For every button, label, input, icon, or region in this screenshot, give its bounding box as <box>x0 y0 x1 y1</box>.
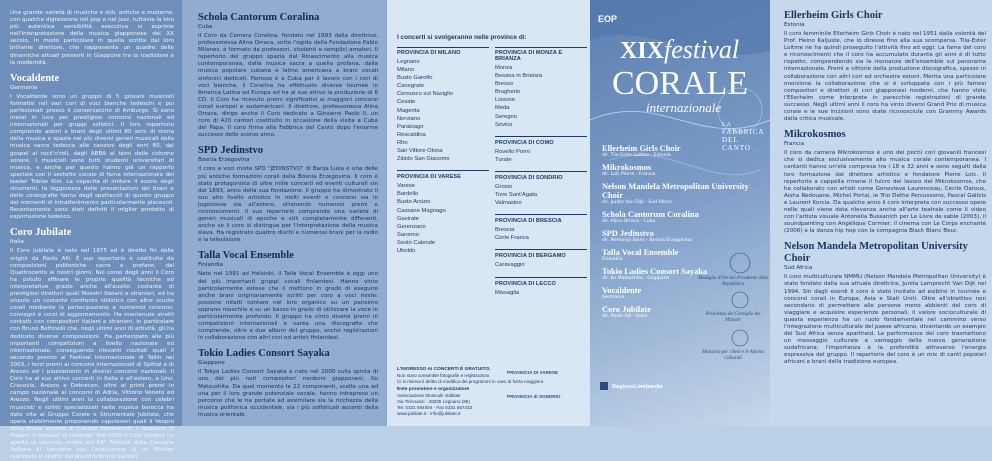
bio-mikrokosmos <box>784 129 986 235</box>
choir-name: Mikrokosmos <box>602 163 652 172</box>
choir-country: Germania <box>10 84 38 91</box>
choir-name: Talla Vocal Ensemble <box>602 248 679 257</box>
town-item: Sesto Calende <box>397 239 436 246</box>
patron-presidency: Presidenza del Consiglio dei Ministri <box>705 312 761 323</box>
choir-title: Tokio Ladies Consort Sayaka <box>198 348 330 360</box>
choir-director: dir. Alina Orraca - Cuba <box>602 219 656 224</box>
subtitle-fabbrica: FABBRICA <box>722 128 765 136</box>
town-item: Busto Garolfo <box>397 75 433 82</box>
province-title: PROVINCIA DI SONDRIO <box>495 174 563 181</box>
divider <box>495 249 587 250</box>
subtitle-canto: CANTO <box>722 144 751 152</box>
town-item: Uboldo <box>397 247 416 254</box>
choir-director: dir. Junita Van Dijk - Sud Africa <box>602 200 672 205</box>
info-line: Ci si riserva il diritto di modifica dei programmi in caso di forza maggiore. <box>397 378 545 384</box>
organizer-line: Tel. 0331 594504 - Fax 0331 597433 <box>397 404 473 410</box>
choir-director: dir. Tiia-Ester Loitme - Estonia <box>602 153 671 158</box>
choir-title: SPD Jedinstvo <box>198 145 264 157</box>
regione-lombardia-icon <box>600 382 608 390</box>
town-item: Gavirate <box>397 215 419 222</box>
choir-name: Ellerheim Girls Choir <box>602 144 681 153</box>
festival-edition: XIX <box>620 38 665 64</box>
bio-nelson-mandela <box>784 241 986 366</box>
choir-country: Estonia <box>784 22 805 28</box>
town-item: Meda <box>495 105 510 112</box>
town-list <box>495 183 587 207</box>
corale-word: CORALE <box>612 65 748 102</box>
bio-schola-cantorum <box>198 12 378 139</box>
subtitle-del: DEL <box>722 136 739 144</box>
choir-title: Schola Cantorum Coralina <box>198 12 320 23</box>
province-lecco <box>495 281 587 297</box>
organizer-line: Via Tirinnanzi - 20025 Legnano (MI) <box>397 398 470 404</box>
province-como <box>495 140 587 164</box>
choir-name: Vocaldente <box>602 286 642 295</box>
choir-director: Finlandia <box>602 257 623 262</box>
bio-spd-jedinstvo <box>198 145 378 244</box>
eop-logo: EOP <box>598 14 618 24</box>
town-list <box>495 148 587 164</box>
emblem-icon <box>732 330 748 346</box>
town-list <box>397 58 489 163</box>
town-item: San Vittore Olona <box>397 148 443 155</box>
choir-director: dir. Ko Matsushita - Giappone <box>602 276 670 281</box>
town-item: Sovico <box>495 121 513 128</box>
choir-bio: Il Coro Jubilate è nato nel 1975 ed è diretto fin dalle origini da Paolo Alli. È suo repertorio è costituito da composizioni polifoniche sacre e profane, dal Quattrocento ai nostri giorni. Nel corso degli anni il Coro ha potuto affinare le proprie qualità tecniche ed interpretative grazie anche all'ausilio costante di prestigiosi direttori quali Maestri italiani e stranieri, ed ha vissuto un costante confronto stilistico con altre scuole corali mediante la partecipazione a numerosi concorsi, convegni e corsi di aggiornamento. Ha mantenuto stretti contatti con compositori italiani e stranieri, in particolare con Bruno Bettinelli che, negli ultimi anni di attività, gli ha dedicato diverse composizioni. Ha partecipato alle più importanti competizioni a livello nazionale ed internazionale, conseguendo rilevanti risultati quali il secondo premio al Festival Internazionale di Tallin nel 2003, i terzi premi ai concorsi internazionali di Spittal e di Arezzo ed i piazzamenti in diversi concorsi nazionali. Il Coro ha al suo attivo concerti in Italia e all'estero, a Linz, Cracovia, Arezzo e Debrecen, oltre ai primi premi in campo nazionale ai concorsi di Adria, Vittorio Veneto ed Arezzo. Negli ultimi anni la collaborazione con celebri musicisti e solisti specializzati nella musica barocca ha dato vita al Gruppo Corale e Strumentale Jubilate, che opera stabilmente proponendo capolavori quali il Vespro della Beata Vergine di Claudio Monteverdi, il Requiem di Mozart, il Messiah di Haendel. Nel 2009 il Coro Jubilate ha aperto la seconda serata del 59° Festival della Canzone Italiana di Sanremo con l'esecuzione di un Medley realizzato e diretto dal Maestro Bruno Santori. <box>10 248 174 461</box>
organizer-line: Associazione Musicale Jubilate <box>397 393 461 399</box>
choir-director: dir. Nemanja Savic - Bosnia Erzegovina <box>602 238 692 243</box>
provinces-heading: I concerti si svolgeranno nelle province di: <box>397 34 527 41</box>
choir-bio: Il coro a voci miste SPD "JEDINSTVO" di Banja Luka è una delle più antiche formazioni corali della Bosnia Erzegovina. Il coro è stato protagonista di oltre mille concerti ed eventi culturali sin dal 1893, anno della sua fondazione. Il gruppo ha dimostrato il suo alto livello artistico in molti eventi e concorsi sia in Jugoslavia sia all'estero, ottenendo numerosi premi e riconoscimenti. Il suo repertorio comprende una varietà di generi musicali di epoche e stili completamente differenti, anche se il coro si distingue per l'interpretazione della musica slava. Ha registrato quattro dischi e numerosi brani per la radio e la televisione. <box>198 166 378 244</box>
choir-bio: Il Coro da Camera Coralina, fondato nel 1993 dalla direttrice, professoressa Alina Orraca, sotto l'egida della Fondazione Pablo Milanes, è formato da professori, studenti e semplici amatori. Il repertorio del gruppo spazia dal Rinascimento alla musica contemporanea, dalla musica sacra a quella profana, dalla musica popolare cubana e latino americana a brani vocali sinfonici dedicati. Famoso è a Cuba per il lavoro con i cori di voci bianche, il Coralina ha effettuato diverse tournée in America Latina ed Europa ed ha al suo attivo la produzione di 6 CD. Il Coro ha ricevuto premi significativi ai maggiori concorsi corali europei e sudamericani. Il direttore, professoressa Alina Orraca, dirige anche il Coro dedicato a Giovanni Paolo II, un coro di 420 cantori costituito in occasione della visita a Cuba del Papa. Il coro firma alla Fabbrica del Canto dopo l'enorme successo dello scorso anno. <box>198 33 378 139</box>
info-title: L'INGRESSO AI CONCERTI È GRATUITO. <box>397 367 491 372</box>
province-title: PROVINCIA DI MONZA E BRIANZA <box>495 50 563 62</box>
column-festival <box>590 0 770 426</box>
provinces-left <box>397 47 489 304</box>
town-item: Rovello Porro <box>495 148 531 155</box>
column-e <box>770 0 992 426</box>
province-title: PROVINCIA DI COMO <box>495 139 554 146</box>
provincia-varese-logo: PROVINCIA DI VARESE <box>507 370 559 375</box>
town-item: Corte Franca <box>495 235 529 242</box>
town-item: Busto Arsizio <box>397 199 431 206</box>
bio-vocaldente <box>10 73 174 222</box>
patron-ministry: Ministero per i Beni e le Attività Culturali <box>702 350 764 361</box>
province-title: PROVINCIA DI BRESCIA <box>495 218 562 225</box>
divider <box>495 277 587 278</box>
info-line: Non sono consentite fotografie e registrazioni. <box>397 372 491 378</box>
town-item: Cesate <box>397 99 416 106</box>
choir-director: dir. Paolo Alli - Italia <box>602 314 648 319</box>
town-list <box>495 261 587 269</box>
choir-country: Francia <box>784 141 805 148</box>
choir-bio: Il Tokyo Ladies Consort Sayaka è nato nel 2000 sulla spinta di uno dei più noti compositori moderni giapponesi, Ko Matsushita. Da quel momento le 22 componenti, scelte una ad una per il loro grande potenziale vocale, hanno intrapreso un percorso che le ha portate ad assimilare sia la ricchezza della musica polifonica occidentale, sia i più sofisticati accenti della musica orientale. <box>198 369 378 418</box>
town-item: Nerviano <box>397 115 421 122</box>
town-item: Magenta <box>397 107 420 114</box>
town-item: Missaglia <box>495 289 520 296</box>
choir-country: Sud Africa <box>784 265 813 272</box>
town-item: Caravaggio <box>495 262 525 269</box>
town-item: Bardello <box>397 191 419 198</box>
town-item: Legnano <box>397 59 420 65</box>
bio-ellerheim <box>784 10 986 123</box>
town-item: Gerenzano <box>397 223 426 230</box>
town-item: Cernusco sul Naviglio <box>397 91 454 98</box>
province-brescia <box>495 218 587 242</box>
divider <box>495 214 587 215</box>
town-item: Seregno <box>495 113 517 120</box>
town-item: Parabiago <box>397 123 424 130</box>
choir-bio: Il coro da camera Mikrokosmos è uno dei pochi cori giovanili francesi che si dedica esclusivamente alla musica corale contemporanea. I cantanti hanno un'età compresa tra i 18 e 32 anni e sono seguiti dalla loro formazione dal direttore artistico e fondatore Pierre Loïc. Il repertorio a cappella rimane il fulcro del lavoro del Mikrokosmos, che ha collaborato con artisti come Genevieve Laurenceau, Cecile Daroux, Aisha Redouane, Michel Portal, le Trio Dethe Percussions, Pascal Gallois e Laurent Korcia. Da qualche anno il coro interpreta con successo opere nelle quali viene data rilevanza anche all'arte teatrale come il video con l'artista visuale Antonella Bussanich per Le Livre de sable (2003), il soundpainting con Angélique Cormier, il cinema con Le Corps enchanté (2006) e la danza hip hop con la compagnia Black Blanc Beur. <box>784 150 986 235</box>
regione-lombardia-logo: RegioneLombardia <box>612 384 663 390</box>
choir-country: Cuba <box>198 24 213 30</box>
town-item: Turate <box>495 156 512 163</box>
choir-title: Mikrokosmos <box>784 129 846 141</box>
choir-title: Talla Vocal Ensemble <box>198 250 294 262</box>
town-item: Saronno <box>397 231 419 238</box>
town-item: Grosio <box>495 183 513 190</box>
province-title: PROVINCIA DI VARESE <box>397 174 462 181</box>
choir-bio: Il coro femminile Ellerheim Girls Choir è nato nel 1951 dalla volontà del Prof. Heino Kaljuste, che lo diresse fino alla sua scomparsa. Tiia-Ester Loitme ne ha quindi proseguito l'attività fino ad oggi. La fama del coro e riconoscimenti che il coro ha accumulato durante gli anni è di tutto rispetto, comprendendo sia la risonanza dell'ensemble sul panorama internazionale. Premi e vittorie della produzione discografica, spesso in collaborazione con altri cori ed orchestre estoni. Merita una particolare menzione la collaborazione che si è sviluppata con i più famosi compositori e direttori di cori giapponesi moderni, che hanno visto l'Ellerheim come interprete in parecchie registrazioni di grande successo. Negli ultimi anni il coro ha vinto diversi Grand Prix di musica corale e le sue incisioni sono state riconosciute con Grammy Awards dalla critica musicale. <box>784 31 986 123</box>
town-item: Lissone <box>495 97 515 104</box>
divider <box>495 136 587 137</box>
choir-title: Ellerheim Girls Choir <box>784 10 883 21</box>
province-title: PROVINCIA DI LECCO <box>495 280 556 287</box>
bio-coro-jubilate <box>10 227 174 461</box>
town-item: Valmasino <box>495 200 522 207</box>
choir-title: Nelson Mandela Metropolitan University Choir <box>784 241 968 265</box>
column-provinces <box>386 0 590 426</box>
town-list <box>495 64 587 129</box>
province-title: PROVINCIA DI BERGAMO <box>495 253 566 260</box>
info-box <box>397 367 587 416</box>
province-varese <box>397 174 489 255</box>
provincia-sondrio-logo: PROVINCIA di SONDRIO <box>507 394 561 399</box>
column-b <box>182 0 386 426</box>
provinces-right <box>495 47 587 304</box>
province-title: PROVINCIA DI MILANO <box>397 50 461 56</box>
internazionale-word: internazionale <box>646 100 722 115</box>
choir-name: SPD Jedinstvo <box>602 229 654 238</box>
town-item: Varese <box>397 183 415 190</box>
choir-title: Vocaldente <box>10 72 60 84</box>
town-item: Bresso <box>495 81 514 88</box>
column-a <box>0 0 182 461</box>
organizer-title: Ente promotore e organizzatore <box>397 387 470 393</box>
choir-name: Coro Jubilate <box>602 305 651 314</box>
town-list <box>397 182 489 255</box>
divider <box>495 171 587 172</box>
choir-lineup <box>602 140 762 320</box>
town-item: Cassano Magnago <box>397 207 446 214</box>
town-item: Brugherio <box>495 89 521 96</box>
provinces-grid <box>397 47 590 304</box>
town-item: Rho <box>397 139 408 146</box>
intro-text: Una grande varietà di musiche e stili, antiche e moderne, con qualche digressione nel pop e nel jazz, tuttavia la loro più autentica sensibilità esecutiva si esprime nell'interpretazione della musica giapponese del XX secolo, in modo particolare in quella scritta dal loro brillante direttore, che rappresenta un quadro delle dinamiche attuali presenti in Giappone tra la tradizione e la modernità. <box>10 10 174 66</box>
choir-country: Bosnia Erzegovina <box>198 157 250 164</box>
choir-country: Giappone <box>198 360 225 367</box>
choir-name: Tokio Ladies Consort Sayaka <box>602 267 708 276</box>
choir-name: Nelson Mandela Metropolitan University Choir <box>602 182 749 200</box>
choir-country: Finlandia <box>198 262 223 269</box>
town-item: Besana in Brianza <box>495 73 543 80</box>
choir-bio: I Vocaldente sono un gruppo di 5 giovani musicisti formatisi nel vari cori di voci bianche tedeschi e poi perfezionati presso il conservatorio di Amburgo. Si sono messi in luce per prestigiosi concorsi nazionali ed internazionali per gruppi solistici. Il loro repertorio comprende autori e brani degli ultimi 80 anni di storia della musica e spazia nei più diversi generi musicali dalla musica sacra tedesca alle canzoni degli anni 80, dal gospel al rock'n'roll, dagli ABBA ai temi delle colonne sonore. I musicisti sono tutti studenti universitari di musica, e anche per questo hanno già un rapporto speciale con il sestetto vocale di fama internazionale dei leader Tobias Kiel. La capacità di imitare il suono degli strumenti, la leggerezza delle presentazioni dei brani e delle coreografie fanno degli spettacoli di questo gruppo dei momenti di intrattenimento particolarmente piacevoli. Recentemente sono stati definiti il miglior prodotto di esportazione tedesco. <box>10 93 174 221</box>
choir-country: Italia <box>10 239 24 246</box>
town-item: Milano <box>397 67 415 74</box>
town-list <box>495 226 587 242</box>
town-item: Monza <box>495 65 513 71</box>
choir-title: Coro Jubilate <box>10 227 72 239</box>
town-item: Zibido San Giacomo <box>397 156 450 163</box>
province-milano <box>397 50 489 163</box>
town-item: Brescia <box>495 227 515 234</box>
choir-director: dir. Loïc Pierre - Francia <box>602 172 656 177</box>
town-item: Tovo Sant'Agata <box>495 192 538 199</box>
choir-director: Germania <box>602 295 625 300</box>
town-item: Rescaldina <box>397 131 426 138</box>
choir-bio: Il coro multiculturale NMMU (Nelson Mandela Metropolitan University) è stato fondato dalla sua attuale direttrice, Junita Lamprecht Van Dijk nel 1994. Sin dagli esordi il coro è stato invitato ad esibirsi in tournée e concorsi corali in Europa, Asia e Stati Uniti. Oltre all'obiettivo non secondario di permettere alle persone meno abbienti del coro di viaggiare e acquisire esperienze personali, il valore socioculturale di questa esperienza ha un ruolo fondamentale nel cammino verso l'integrazione multiculturale del paese africano, diventando un esempio del Sud Africa senza apartheid. Le performance del coro trasmettono un messaggio culturale a vantaggio della nuova generazione sudafricana: l'importanza e la profondità attraverso l'energia espressiva del gruppo. Il repertorio del coro è un mix di canti popolari africani e brani della tradizione europea. <box>784 274 986 366</box>
divider <box>397 170 489 171</box>
patron-medal: Medaglia d'Oro del Presidente della Repubblica <box>698 276 768 287</box>
choir-name: Schola Cantorum Coralina <box>602 210 699 219</box>
festival-word: festival <box>664 35 740 64</box>
subtitle-la: LA <box>722 122 732 128</box>
town-list <box>495 289 587 297</box>
bio-tokio <box>198 348 378 419</box>
province-monza <box>495 50 587 129</box>
choir-bio: Nato nel 1991 ad Helsinki, il Talla Vocal Ensemble è oggi uno dei più importanti gruppi vocali finlandesi. Hanno vinto particolarmente estese che li mettono in grado di eseguire anche brani originariamente scritti per coro a voci miste: possono infatti contare nel loro organico su un parisimo soprano maschile e su un basso in grado di utilizzare la voce in particolarmente profondo. Il gruppo ha vinto diversi premi in competizioni internazionali e vanta una discografia che comprende, oltre a due album del gruppo, anche registrazioni in collaborazione con altri cori ed artisti finlandesi. <box>198 271 378 342</box>
town-item: Canegrate <box>397 83 425 90</box>
organizer-line: www.jubilate.it - info@jubilate.it <box>397 410 461 416</box>
bio-talla <box>198 250 378 342</box>
province-bergamo <box>495 253 587 269</box>
province-sondrio <box>495 175 587 207</box>
